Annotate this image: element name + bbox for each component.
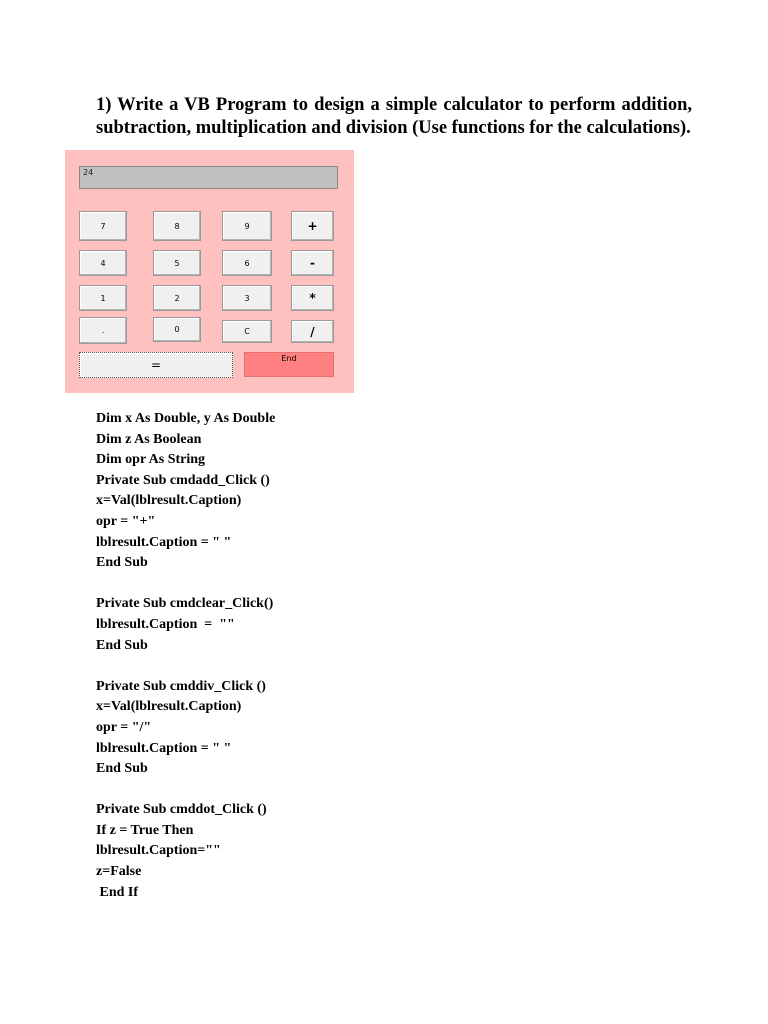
result-display: 24 [79,166,338,189]
equals-button[interactable]: = [79,352,233,378]
code-line: End Sub [96,761,148,777]
code-listing [96,409,275,903]
code-line: x=Val(lblresult.Caption) [96,699,242,715]
digit-9-button[interactable]: 9 [222,211,272,241]
digit-0-button[interactable]: 0 [153,317,201,342]
code-line: x=Val(lblresult.Caption) [96,493,242,509]
code-line: lblresult.Caption = " " [96,740,232,756]
decimal-point-button[interactable]: . [79,317,127,344]
code-line: Private Sub cmddot_Click () [96,802,267,818]
digit-6-button[interactable]: 6 [222,250,272,276]
code-line: opr = "/" [96,719,152,735]
code-line: lblresult.Caption="" [96,843,221,859]
code-line: Dim opr As String [96,452,206,468]
digit-7-button[interactable]: 7 [79,211,127,241]
digit-8-button[interactable]: 8 [153,211,201,241]
multiply-button[interactable]: * [291,285,334,311]
code-line: z=False [96,864,142,880]
subtract-button[interactable]: - [291,250,334,276]
code-line [96,574,275,595]
code-line [96,780,275,801]
code-line: lblresult.Caption = " " [96,534,232,550]
code-line: End Sub [96,637,148,653]
divide-button[interactable]: / [291,320,334,343]
digit-4-button[interactable]: 4 [79,250,127,276]
code-line: Dim z As Boolean [96,431,202,447]
code-line: End Sub [96,555,148,571]
end-button[interactable]: End [244,352,334,377]
code-line [96,656,275,677]
digit-3-button[interactable]: 3 [222,285,272,311]
question-heading: 1) Write a VB Program to design a simple calculator to perform addition, subtraction, multiplication and division (Use functions for the calculations). [96,95,692,138]
code-line: End If [96,884,139,900]
code-line: lblresult.Caption = "" [96,616,235,632]
add-button[interactable]: + [291,211,334,241]
code-line: Private Sub cmddiv_Click () [96,678,266,694]
digit-2-button[interactable]: 2 [153,285,201,311]
clear-button[interactable]: C [222,320,272,343]
code-line: Private Sub cmdadd_Click () [96,472,270,488]
calculator-form [65,150,354,393]
code-line: If z = True Then [96,822,194,838]
code-line: opr = "+" [96,513,156,529]
code-line: Dim x As Double, y As Double [96,411,276,426]
code-line: Private Sub cmdclear_Click() [96,596,274,612]
digit-1-button[interactable]: 1 [79,285,127,311]
digit-5-button[interactable]: 5 [153,250,201,276]
